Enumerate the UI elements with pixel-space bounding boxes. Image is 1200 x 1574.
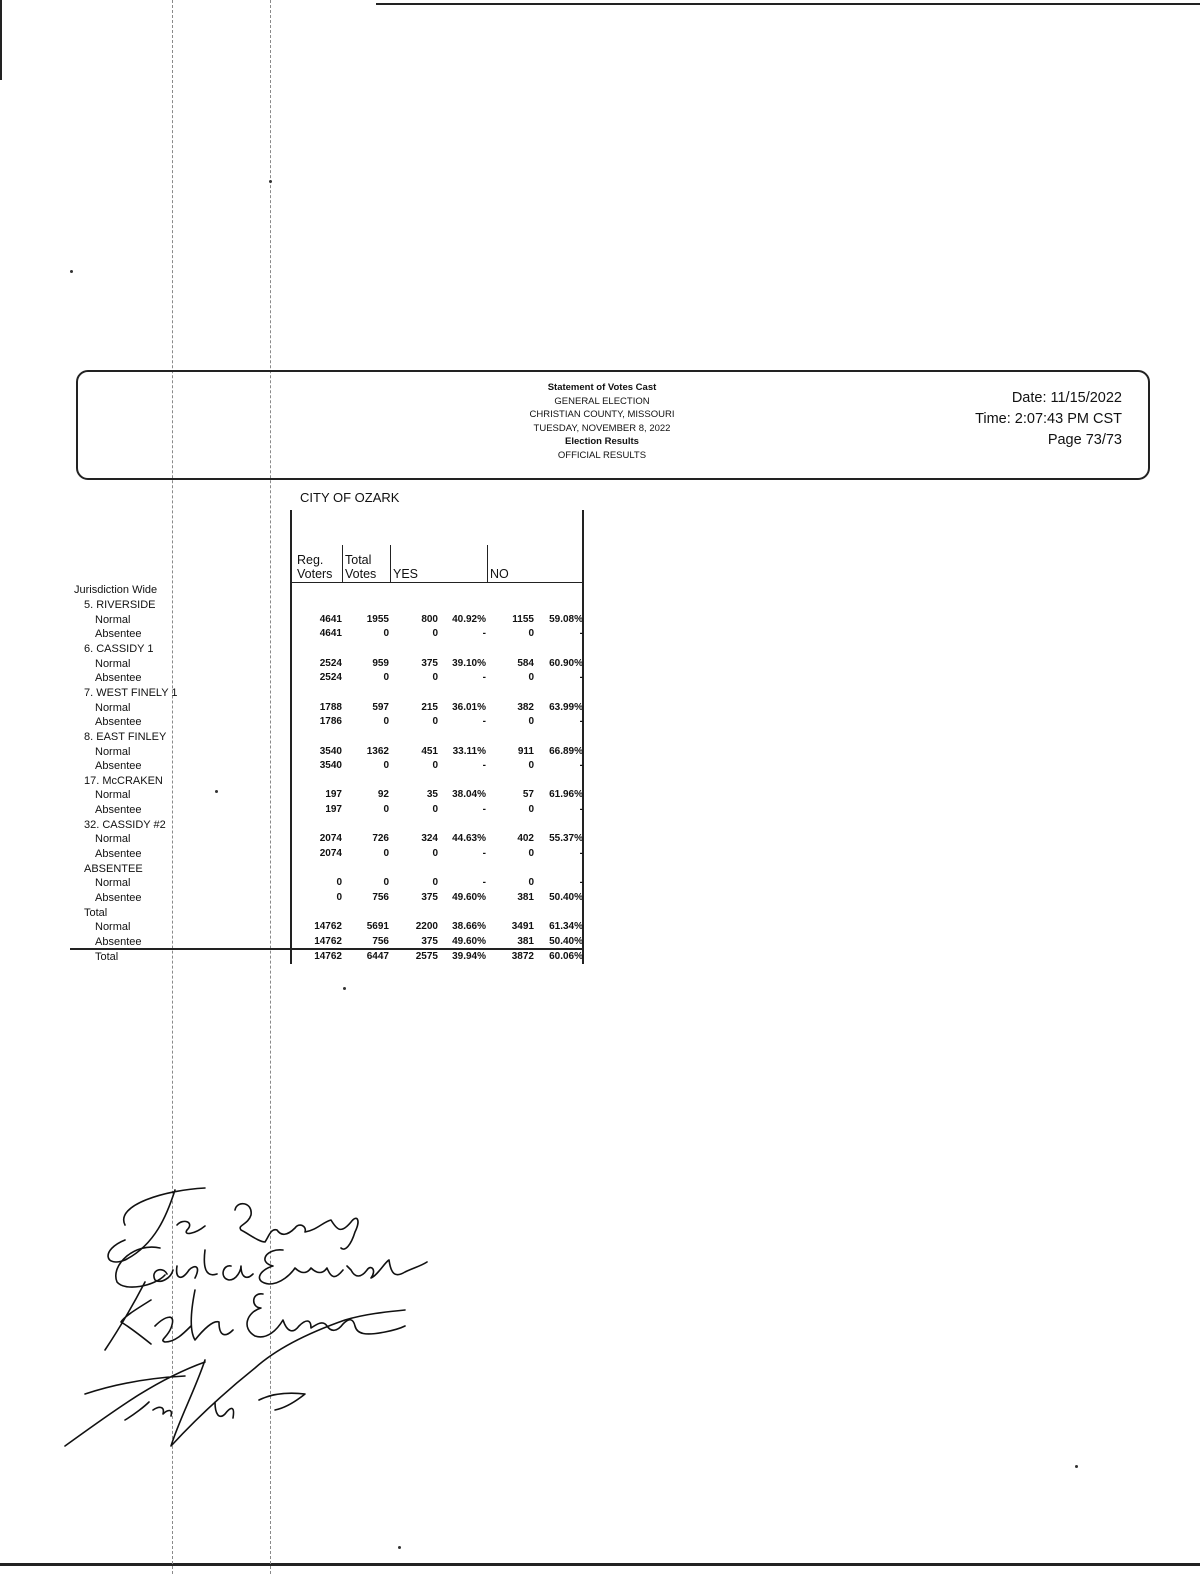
cell-total-votes: 726 <box>372 833 389 844</box>
cell-no-percent: - <box>579 877 583 888</box>
row-label: Total <box>95 951 119 963</box>
cell-yes-percent: 49.60% <box>452 936 486 947</box>
cell-no-count: 3491 <box>511 921 534 932</box>
cell-no-percent: 61.96% <box>549 789 583 800</box>
cell-reg-voters: 197 <box>325 789 342 800</box>
row-label: 5. RIVERSIDE <box>84 599 156 611</box>
cell-yes-percent: 40.92% <box>452 614 486 625</box>
cell-total-votes: 5691 <box>366 921 389 932</box>
cell-no-count: 57 <box>522 789 534 800</box>
cell-total-votes: 756 <box>372 936 389 947</box>
cell-no-count: 0 <box>528 716 534 727</box>
cell-no-percent: 63.99% <box>549 702 583 713</box>
cell-yes-percent: - <box>482 804 486 815</box>
cell-yes-percent: 39.10% <box>452 658 486 669</box>
cell-reg-voters: 3540 <box>319 746 342 757</box>
cell-no-count: 0 <box>528 672 534 683</box>
section-name: Election Results <box>565 436 639 447</box>
cell-reg-voters: 2074 <box>319 833 342 844</box>
cell-no-percent: - <box>579 672 583 683</box>
results-status: OFFICIAL RESULTS <box>557 449 647 461</box>
cell-yes-count: 375 <box>421 892 438 903</box>
cell-total-votes: 0 <box>383 804 389 815</box>
column-rule <box>342 545 343 583</box>
cell-yes-count: 35 <box>426 789 438 800</box>
cell-total-votes: 1955 <box>366 614 389 625</box>
cell-total-votes: 0 <box>383 628 389 639</box>
row-label: Normal <box>95 746 131 758</box>
column-header-reg-voters: Reg. Voters <box>297 553 333 581</box>
row-label: 8. EAST FINLEY <box>84 731 167 743</box>
cell-no-count: 1155 <box>512 614 534 625</box>
cell-yes-count: 451 <box>421 746 438 757</box>
cell-total-votes: 0 <box>383 672 389 683</box>
cell-yes-percent: 49.60% <box>452 892 486 903</box>
row-label: Absentee <box>95 716 142 728</box>
row-label: Absentee <box>95 804 142 816</box>
cell-no-count: 0 <box>528 848 534 859</box>
signature-tom-vail <box>65 1310 405 1446</box>
cell-no-count: 3872 <box>511 951 534 962</box>
cell-yes-percent: 38.04% <box>452 789 486 800</box>
cell-no-count: 0 <box>528 877 534 888</box>
cell-no-count: 584 <box>517 658 534 669</box>
row-label: Normal <box>95 921 131 933</box>
cell-no-count: 382 <box>517 702 534 713</box>
election-name: GENERAL ELECTION <box>554 395 650 407</box>
row-label: Normal <box>95 702 131 714</box>
cell-yes-count: 375 <box>421 936 438 947</box>
cell-no-percent: 61.34% <box>549 921 583 932</box>
cell-reg-voters: 14762 <box>314 936 342 947</box>
row-label: Absentee <box>95 760 142 772</box>
cell-total-votes: 92 <box>377 789 389 800</box>
cell-total-votes: 0 <box>383 716 389 727</box>
row-label: Normal <box>95 877 131 889</box>
cell-yes-count: 2575 <box>415 951 438 962</box>
row-label: Absentee <box>95 628 142 640</box>
row-label: Normal <box>95 789 131 801</box>
cell-yes-percent: 33.11% <box>452 746 486 757</box>
cell-no-percent: 60.90% <box>549 658 583 669</box>
row-label: Absentee <box>95 936 142 948</box>
row-label: Normal <box>95 833 131 845</box>
cell-no-percent: 55.37% <box>549 833 583 844</box>
cell-yes-percent: 44.63% <box>452 833 486 844</box>
cell-no-count: 381 <box>517 892 534 903</box>
cell-reg-voters: 4641 <box>319 614 342 625</box>
cell-no-percent: 59.08% <box>549 614 583 625</box>
cell-no-percent: - <box>579 628 583 639</box>
scan-speck <box>343 987 346 990</box>
cell-yes-count: 0 <box>432 672 438 683</box>
cell-reg-voters: 14762 <box>314 921 342 932</box>
cell-reg-voters: 2524 <box>319 672 342 683</box>
cell-total-votes: 597 <box>372 702 389 713</box>
election-date: TUESDAY, NOVEMBER 8, 2022 <box>533 422 671 434</box>
cell-reg-voters: 14762 <box>314 951 342 962</box>
cell-reg-voters: 1788 <box>319 702 342 713</box>
cell-reg-voters: 4641 <box>319 628 342 639</box>
cell-yes-count: 375 <box>421 658 438 669</box>
cell-yes-count: 324 <box>421 833 438 844</box>
scan-speck <box>269 180 272 183</box>
column-rule <box>390 545 391 583</box>
report-header-center <box>520 381 684 462</box>
scan-edge-left <box>0 0 2 80</box>
page-number: Page 73/73 <box>1047 432 1122 448</box>
row-label: 6. CASSIDY 1 <box>84 643 154 655</box>
signatures <box>55 1170 435 1460</box>
cell-yes-percent: - <box>482 760 486 771</box>
row-label: 7. WEST FINELY 1 <box>84 687 178 699</box>
cell-reg-voters: 3540 <box>319 760 342 771</box>
cell-reg-voters: 1786 <box>319 716 342 727</box>
cell-reg-voters: 2524 <box>319 658 342 669</box>
cell-no-percent: - <box>579 804 583 815</box>
report-title: Statement of Votes Cast <box>547 382 657 393</box>
cell-yes-percent: - <box>482 877 486 888</box>
signature-carla-essick <box>116 1247 427 1287</box>
report-time: Time: 2:07:43 PM CST <box>975 411 1122 427</box>
column-header-no: NO <box>490 567 509 581</box>
row-label: 32. CASSIDY #2 <box>84 819 166 831</box>
jurisdiction-label: Jurisdiction Wide <box>74 584 158 596</box>
cell-reg-voters: 0 <box>336 892 342 903</box>
cell-total-votes: 0 <box>383 877 389 888</box>
cell-reg-voters: 197 <box>325 804 342 815</box>
report-header <box>76 370 1150 480</box>
cell-no-percent: 50.40% <box>549 892 583 903</box>
cell-no-percent: 50.40% <box>549 936 583 947</box>
cell-yes-count: 215 <box>421 702 438 713</box>
cell-yes-count: 0 <box>432 804 438 815</box>
cell-yes-count: 0 <box>432 716 438 727</box>
row-label: Total <box>84 907 108 919</box>
cell-yes-percent: - <box>482 716 486 727</box>
row-label: ABSENTEE <box>84 863 143 875</box>
scan-speck <box>70 270 73 273</box>
scan-speck <box>398 1546 401 1549</box>
row-label: Absentee <box>95 672 142 684</box>
cell-total-votes: 756 <box>372 892 389 903</box>
cell-no-percent: - <box>579 716 583 727</box>
row-label: 17. McCRAKEN <box>84 775 163 787</box>
row-label: Normal <box>95 614 131 626</box>
cell-no-percent: - <box>579 848 583 859</box>
column-header-rule <box>290 582 584 583</box>
cell-yes-percent: 36.01% <box>452 702 486 713</box>
cell-yes-count: 2200 <box>415 921 438 932</box>
cell-yes-count: 0 <box>432 628 438 639</box>
scan-edge-top <box>376 3 1200 5</box>
row-label: Absentee <box>95 892 142 904</box>
column-header-total-votes: Total Votes <box>345 553 377 581</box>
column-rule <box>487 545 488 583</box>
cell-yes-percent: - <box>482 628 486 639</box>
cell-no-count: 911 <box>517 746 534 757</box>
report-header-right <box>975 388 1122 451</box>
cell-total-votes: 959 <box>372 658 389 669</box>
cell-yes-count: 0 <box>432 877 438 888</box>
cell-reg-voters: 2074 <box>319 848 342 859</box>
cell-no-percent: 66.89% <box>549 746 583 757</box>
cell-no-percent: - <box>579 760 583 771</box>
county-name: CHRISTIAN COUNTY, MISSOURI <box>529 409 675 420</box>
scan-speck <box>1075 1465 1078 1468</box>
scan-speck <box>215 790 218 793</box>
signature-joe-russell <box>108 1188 358 1262</box>
cell-total-votes: 1362 <box>366 746 389 757</box>
column-header-yes: YES <box>393 567 419 581</box>
cell-total-votes: 0 <box>383 848 389 859</box>
cell-total-votes: 0 <box>383 760 389 771</box>
cell-yes-count: 0 <box>432 848 438 859</box>
cell-no-count: 0 <box>528 804 534 815</box>
cell-yes-percent: - <box>482 848 486 859</box>
cell-no-count: 0 <box>528 628 534 639</box>
table-rule-left <box>290 510 292 964</box>
cell-total-votes: 6447 <box>366 951 389 962</box>
cell-yes-percent: 38.66% <box>452 921 486 932</box>
cell-no-count: 381 <box>517 936 534 947</box>
row-label: Normal <box>95 658 131 670</box>
cell-reg-voters: 0 <box>336 877 342 888</box>
report-date: Date: 11/15/2022 <box>1011 390 1122 406</box>
row-label: Absentee <box>95 848 142 860</box>
cell-yes-count: 0 <box>432 760 438 771</box>
contest-title: CITY OF OZARK <box>300 490 400 505</box>
cell-yes-percent: - <box>482 672 486 683</box>
cell-yes-count: 800 <box>421 614 438 625</box>
cell-no-percent: 60.06% <box>549 951 583 962</box>
cell-no-count: 0 <box>528 760 534 771</box>
scan-edge-bottom <box>0 1563 1200 1566</box>
cell-no-count: 402 <box>517 833 534 844</box>
cell-yes-percent: 39.94% <box>452 951 486 962</box>
